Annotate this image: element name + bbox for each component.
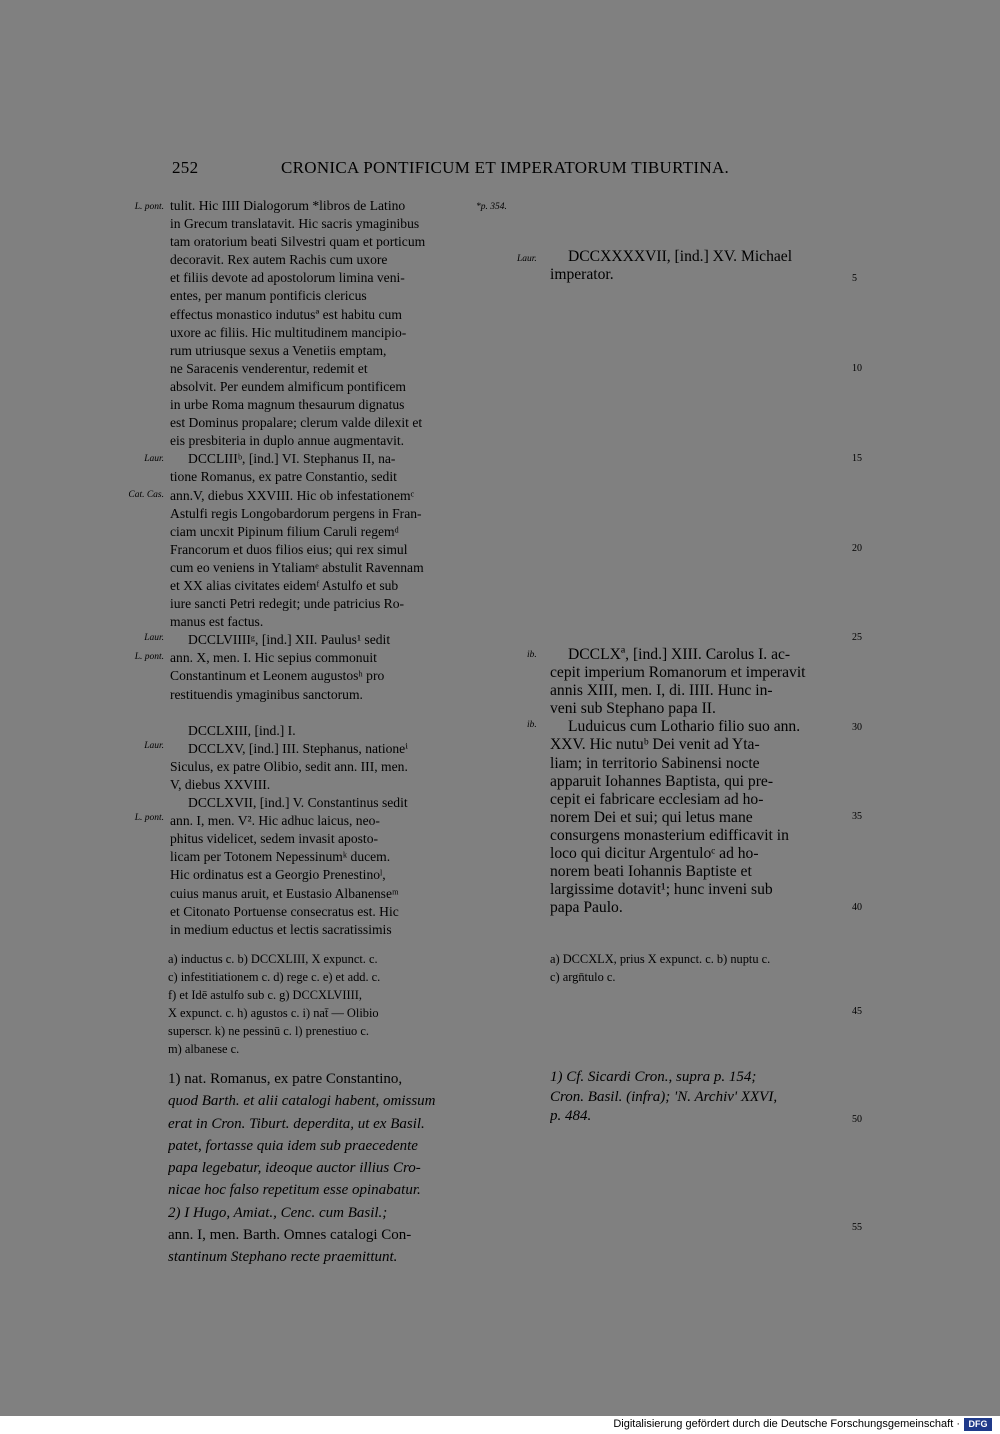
margin-source-note: Laur. [144, 741, 164, 751]
text-line: tulit. Hic IIII Dialogorum *libros de Latino [170, 198, 406, 213]
note-line: quod Barth. et alii catalogi habent, omissum [168, 1093, 436, 1110]
line-number: 55 [852, 1222, 862, 1233]
margin-source-note: L. pont. [134, 202, 164, 212]
text-line: Luduicus cum Lothario filio suo ann. [568, 718, 801, 736]
margin-source-note: L. pont. [134, 652, 164, 662]
text-line: licam per Totonem Nepessinumᵏ ducem. [170, 849, 391, 865]
note-line: p. 484. [550, 1108, 592, 1125]
right-text-column [550, 248, 846, 284]
text-line: loco qui dicitur Argentuloᶜ ad ho- [550, 845, 759, 863]
text-line: et filiis devote ad apostolorum limina veni- [170, 270, 405, 286]
line-number: 50 [852, 1114, 862, 1125]
text-line: norem Dei et sui; qui letus mane [550, 808, 753, 826]
apparatus-line: a) inductus c. b) DCCXLIII, X expunct. c. [168, 952, 378, 966]
apparatus-line: X expunct. c. h) agustos c. i) nat̄ — Olibio [168, 1006, 379, 1020]
blank-line [170, 704, 466, 722]
note-line: 1) Cf. Sicardi Cron., supra p. 154; [550, 1069, 757, 1085]
text-line: DCCXXXXVII, [ind.] XV. Michael [568, 248, 793, 265]
text-line: DCCLXª, [ind.] XIII. Carolus I. ac- [568, 646, 791, 663]
text-line: ne Saracenis venderentur, redemit et [170, 360, 368, 376]
margin-source-note: Laur. [517, 254, 537, 264]
text-line: DCCLXVII, [ind.] V. Constantinus sedit [188, 795, 408, 811]
note-line: 2) I Hugo, Amiat., Cenc. cum Basil.; [168, 1204, 388, 1221]
line-number: 25 [852, 632, 862, 643]
apparatus-line: c) argn̄tulo c. [550, 970, 616, 984]
notes-left [168, 1068, 464, 1269]
text-line: consurgens monasterium edifficavit in [550, 826, 789, 844]
text-line: in urbe Roma magnum thesaurum dignatus [170, 397, 405, 413]
dfg-logo: DFG [964, 1418, 992, 1431]
line-number: 45 [852, 1006, 862, 1017]
margin-source-note: L. pont. [134, 813, 164, 823]
text-line: DCCLVIIIIᵍ, [ind.] XII. Paulus¹ sedit [188, 632, 391, 648]
right-text-column-lower [550, 646, 846, 917]
text-line: manus est factus. [170, 614, 264, 630]
text-line: phitus videlicet, sedem invasit aposto- [170, 831, 379, 847]
text-line: iure sancti Petri redegit; unde patricius Ro- [170, 596, 405, 612]
text-line: absolvit. Per eundem almificum pontificem [170, 378, 406, 394]
line-number: 40 [852, 902, 862, 913]
text-line: imperator. [550, 266, 614, 284]
text-line: et XX alias civitates eidemᶠ Astulfo et sub [170, 577, 399, 593]
text-line: entes, per manum pontificis clericus [170, 288, 367, 304]
note-line: Cron. Basil. (infra); 'N. Archiv' XXVI, [550, 1088, 778, 1105]
text-line: eis presbiteria in duplo annue augmentavit. [170, 433, 405, 449]
text-line: cepit imperium Romanorum et imperavit [550, 664, 806, 682]
funding-credit: Digitalisierung gefördert durch die Deutsche Forschungsgemeinschaft · [613, 1418, 960, 1430]
line-number: 5 [852, 273, 857, 284]
text-line: Francorum et duos filios eius; qui rex simul [170, 541, 408, 557]
text-line: tam oratorium beati Silvestri quam et porticum [170, 234, 426, 250]
line-number: 10 [852, 363, 862, 374]
text-line: Hic ordinatus est a Georgio Prenestinoˡ, [170, 867, 386, 883]
apparatus-line: a) DCCXLX, prius X expunct. c. b) nuptu c. [550, 952, 771, 966]
notes-right [550, 1068, 846, 1127]
margin-source-note: Laur. [144, 454, 164, 464]
text-line: Siculus, ex patre Olibio, sedit ann. III, men. [170, 758, 408, 774]
digitization-footer [0, 1416, 1000, 1434]
text-line: liam; in territorio Sabinensi nocte [550, 754, 760, 772]
line-number: 30 [852, 722, 862, 733]
text-line: et Citonato Portuense consecratus est. Hic [170, 903, 399, 919]
line-number: 20 [852, 543, 862, 554]
text-line: Constantinum et Leonem augustosʰ pro [170, 668, 385, 684]
note-line: nicae hoc falso repetitum esse opinabatur. [168, 1182, 421, 1199]
text-line: largissime dotavit¹; hunc inveni sub [550, 881, 773, 899]
text-line: rum utriusque sexus a Venetiis emptam, [170, 342, 387, 358]
text-line: papa Paulo. [550, 899, 623, 917]
margin-page-ref: *p. 354. [476, 202, 507, 212]
note-line: ann. I, men. Barth. Omnes catalogi Con- [168, 1227, 412, 1244]
text-line: annis XIII, men. I, di. IIII. Hunc in- [550, 682, 773, 700]
apparatus-line: c) infestitiationem c. d) rege c. e) et add. c. [168, 970, 381, 984]
apparatus-right [550, 950, 846, 986]
text-line: DCCLXIII, [ind.] I. [188, 722, 296, 738]
text-line: ciam uncxit Pipinum filium Caruli regemᵈ [170, 523, 399, 539]
text-line: DCCLIIIᵇ, [ind.] VI. Stephanus II, na- [188, 451, 396, 467]
apparatus-left [168, 950, 464, 1058]
line-number: 15 [852, 453, 862, 464]
note-line: stantinum Stephano recte praemittunt. [168, 1249, 398, 1266]
margin-source-note: ib. [527, 650, 537, 660]
note-line: 1) nat. Romanus, ex patre Constantino, [168, 1071, 403, 1087]
text-line: est Dominus propalare; clerum valde dilexit et [170, 415, 423, 431]
line-number: 35 [852, 811, 862, 822]
text-line: cum eo veniens in Ytaliamᵉ abstulit Ravennam [170, 559, 424, 575]
note-line: erat in Cron. Tiburt. deperdita, ut ex Basil. [168, 1115, 425, 1132]
margin-source-note: Cat. Cas. [128, 490, 164, 500]
text-line: apparuit Iohannes Baptista, qui pre- [550, 772, 774, 790]
apparatus-line: superscr. k) ne pessinū c. l) prenestiuo c. [168, 1024, 369, 1038]
running-title: CRONICA PONTIFICUM ET IMPERATORUM TIBURTINA. [281, 158, 730, 177]
note-line: patet, fortasse quia idem sub praecedente [168, 1137, 418, 1154]
text-line: veni sub Stephano papa II. [550, 700, 716, 718]
text-line: cepit ei fabricare ecclesiam ad ho- [550, 790, 764, 808]
margin-source-note: ib. [527, 720, 537, 730]
text-line: DCCLXV, [ind.] III. Stephanus, nationeⁱ [188, 740, 408, 756]
left-text-column [170, 197, 466, 939]
text-line: ann.V, diebus XXVIII. Hic ob infestationemᶜ [170, 487, 415, 503]
text-line: ann. I, men. V². Hic adhuc laicus, neo- [170, 813, 380, 829]
text-line: norem beati Iohannis Baptiste et [550, 863, 752, 881]
text-line: effectus monastico indutusª est habitu cum [170, 306, 402, 322]
text-line: in Grecum translatavit. Hic sacris ymaginibus [170, 216, 420, 232]
text-line: uxore ac filiis. Hic multitudinem mancipio- [170, 324, 407, 340]
text-line: restituendis ymaginibus sanctorum. [170, 686, 363, 702]
text-line: Astulfi regis Longobardorum pergens in Fran- [170, 505, 422, 521]
text-line: in medium eductus et lectis sacratissimis [170, 921, 392, 937]
apparatus-line: f) et Idē astulfo sub c. g) DCCXLVIIII, [168, 988, 362, 1002]
text-line: tione Romanus, ex patre Constantio, sedit [170, 469, 397, 485]
text-line: XXV. Hic nutuᵇ Dei venit ad Yta- [550, 736, 760, 754]
note-line: papa legebatur, ideoque auctor illius Cro- [168, 1160, 421, 1177]
text-line: ann. X, men. I. Hic sepius commonuit [170, 650, 377, 666]
apparatus-line: m) albanese c. [168, 1042, 240, 1056]
text-line: cuius manus aruit, et Eustasio Albanenseᵐ [170, 885, 399, 901]
text-line: V, diebus XXVIII. [170, 777, 271, 792]
margin-source-note: Laur. [144, 633, 164, 643]
text-line: decoravit. Rex autem Rachis cum uxore [170, 252, 388, 268]
page-number: 252 [172, 158, 199, 177]
